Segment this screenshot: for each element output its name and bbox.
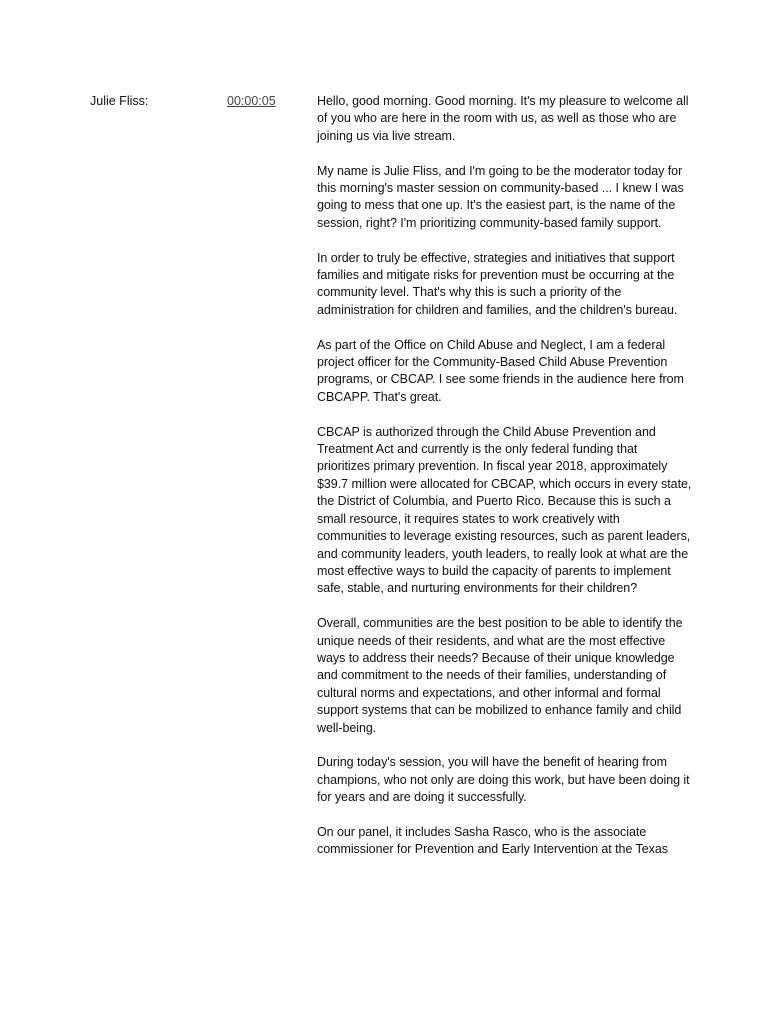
transcript-paragraph: In order to truly be effective, strategies and initiatives that support families and mitigate risks for prevention must be occurring at the community level. That's why this is such a priority of the administration for children and families, and the children's bureau. [317, 250, 678, 317]
transcript-paragraph: My name is Julie Fliss, and I'm going to be the moderator today for this morning's master session on community-based ... I knew I was going to mess that one up. It's the easiest part, is the name of the session, right? I'm prioritizing community-based family support. [317, 163, 684, 230]
transcript-paragraph: CBCAP is authorized through the Child Abuse Prevention and Treatment Act and currently is the only federal funding that prioritizes primary prevention. In fiscal year 2018, approximately $39.7 million were allocated for CBCAP, which occurs in every state, the District of Columbia, and Puerto Rico. Because this is such a small resource, it requires states to work creatively with communities to leverage existing resources, such as parent leaders, and community leaders, youth leaders, to really look at what are the most effective ways to build the capacity of parents to implement safe, stable, and nurturing environments for their children? [317, 424, 692, 596]
transcript-paragraph: During today's session, you will have the benefit of hearing from champions, who not only are doing this work, but have been doing it for years and are doing it successfully. [317, 755, 690, 805]
transcript-paragraph: Overall, communities are the best position to be able to identify the unique needs of their residents, and what are the most effective ways to address their needs? Because of their unique knowledge and commitment to the needs of their families, understanding of cultural norms and expectations, and other informal and formal support systems that can be mobilized to enhance family and child well-being. [317, 616, 683, 735]
transcript-body [317, 93, 692, 876]
transcript-paragraph: Hello, good morning. Good morning. It's my pleasure to welcome all of you who are here in the room with us, as well as those who are joining us via live stream. [317, 94, 689, 143]
speaker-name: Julie Fliss: [90, 94, 149, 108]
transcript-paragraph: On our panel, it includes Sasha Rasco, who is the associate commissioner for Prevention and Early Intervention at the Texas [317, 824, 668, 857]
transcript-paragraph: As part of the Office on Child Abuse and Neglect, I am a federal project officer for the Community-Based Child Abuse Prevention programs, or CBCAP. I see some friends in the audience here from CBCAPP. That's great. [317, 337, 684, 404]
timestamp-link[interactable]: 00:00:05 [227, 94, 276, 108]
